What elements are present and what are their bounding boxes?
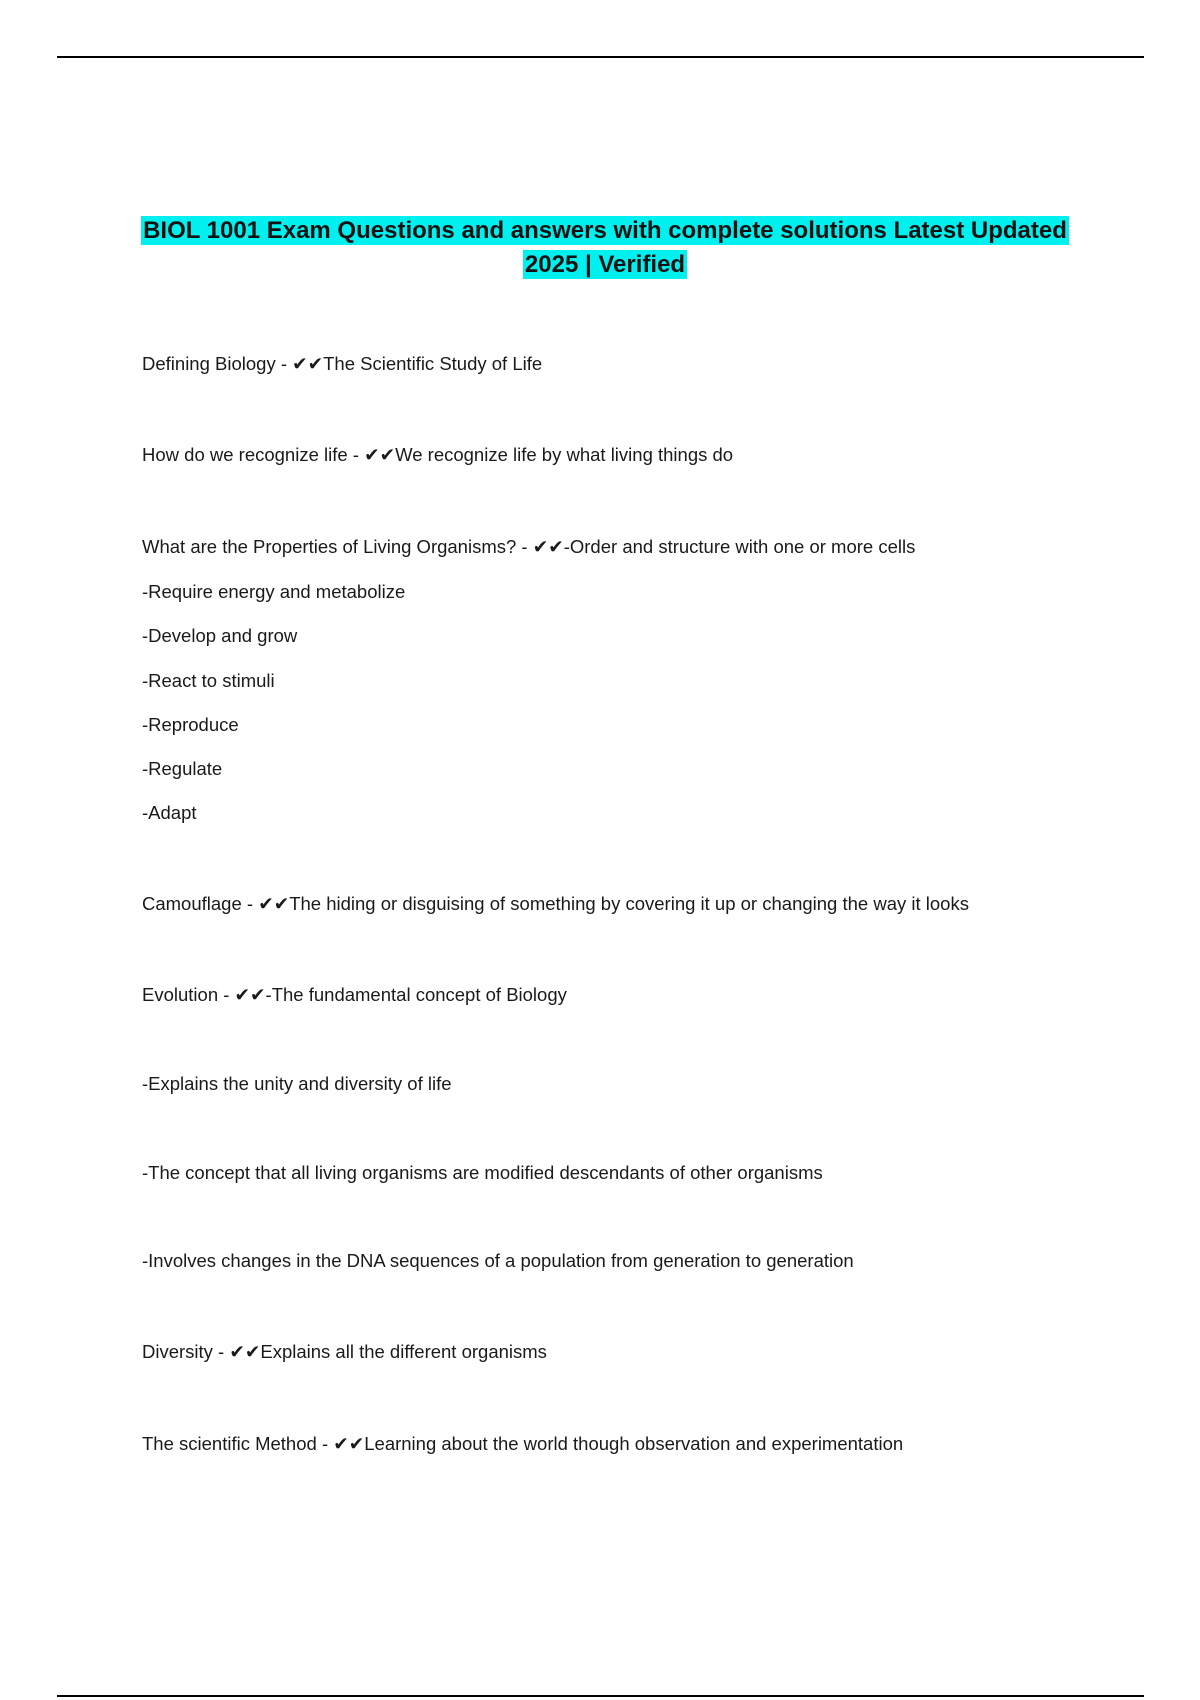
property-item: -Adapt [142,802,197,823]
evolution-point: -The concept that all living organisms are modified descendants of other organisms [142,1162,823,1183]
qa-scientific-method: The scientific Method - ✔✔Learning about the world though observation and experimentation [142,1433,904,1454]
qa-defining-biology: Defining Biology - ✔✔The Scientific Study of Life [142,353,543,374]
title-line-2: 2025 | Verified [524,251,686,278]
property-item: -Develop and grow [142,625,298,646]
qa-diversity: Diversity - ✔✔Explains all the different organisms [142,1341,547,1362]
footer-rule [57,1695,1144,1697]
property-item: -Reproduce [142,714,239,735]
property-item: -React to stimuli [142,670,275,691]
qa-properties-living-organisms: What are the Properties of Living Organisms? - ✔✔-Order and structure with one or more cells [142,536,916,557]
qa-camouflage: Camouflage - ✔✔The hiding or disguising of something by covering it up or changing the way it looks [142,893,969,914]
qa-recognize-life: How do we recognize life - ✔✔We recognize life by what living things do [142,444,734,465]
evolution-point: -Explains the unity and diversity of life [142,1073,452,1094]
header-rule [57,56,1144,58]
document-title [140,214,1070,282]
evolution-point: -Involves changes in the DNA sequences of a population from generation to generation [142,1250,854,1271]
title-line-1: BIOL 1001 Exam Questions and answers with complete solutions Latest Updated [143,217,1067,244]
property-item: -Regulate [142,758,223,779]
property-item: -Require energy and metabolize [142,581,406,602]
qa-evolution: Evolution - ✔✔-The fundamental concept of Biology [142,984,567,1005]
